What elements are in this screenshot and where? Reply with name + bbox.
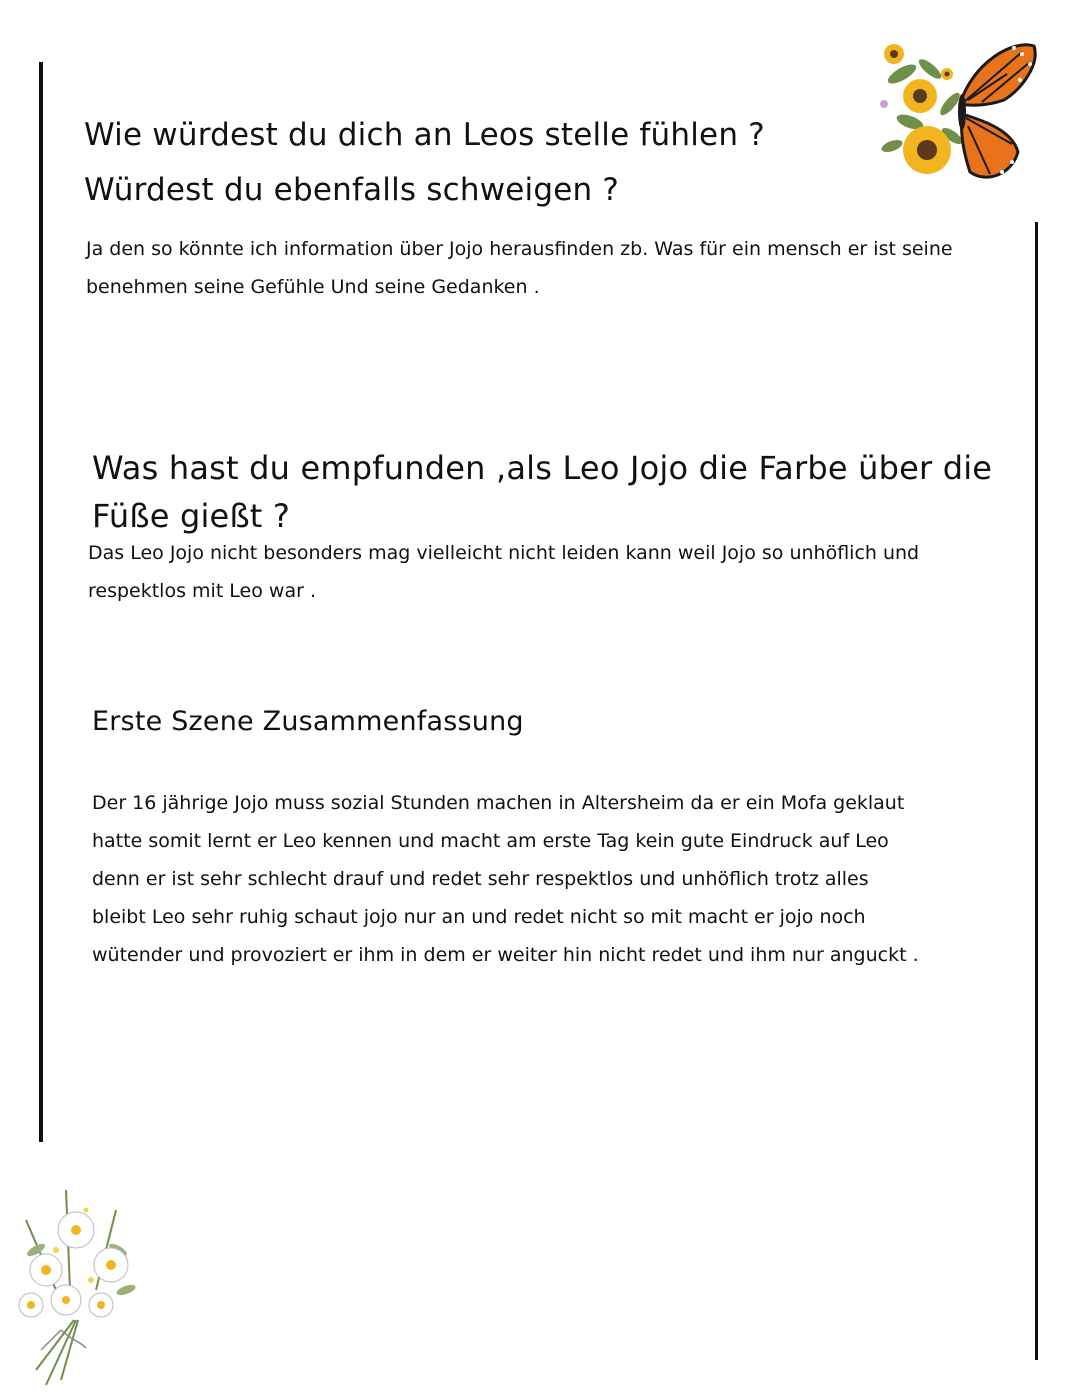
summary-text: Der 16 jährige Jojo muss sozial Stunden machen in Altersheim da er ein Mofa geklaut hatte somit lernt er Leo kennen und macht am erste Tag kein gute Eindruck auf Leo denn er ist sehr schlecht drauf und redet sehr respektlos und unhöflich trotz alles bleibt Leo sehr ruhig schaut jojo nur an und redet nicht so mit macht er jojo noch wütender und provoziert er ihm in dem er weiter hin nicht redet und ihm nur anguckt . [92,792,919,966]
question-2-heading: Was hast du empfunden ,als Leo Jojo die Farbe über die Füße gießt ? [92,449,993,535]
daisy-bouquet-icon [6,1170,156,1392]
summary-heading: Erste Szene Zusammenfassung [92,706,524,737]
question-1-answer: Ja den so könnte ich information über Jojo herausfinden zb. Was für ein mensch er ist seine benehmen seine Gefühle Und seine Gedanken . [86,238,953,298]
question-1-heading: Wie würdest du dich an Leos stelle fühlen ? Würdest du ebenfalls schweigen ? [84,117,765,208]
left-margin-line [39,62,43,1142]
right-margin-line [1035,222,1038,1360]
butterfly-sunflower-icon [872,34,1042,194]
question-2-answer: Das Leo Jojo nicht besonders mag vielleicht nicht leiden kann weil Jojo so unhöflich und respektlos mit Leo war . [88,542,920,602]
